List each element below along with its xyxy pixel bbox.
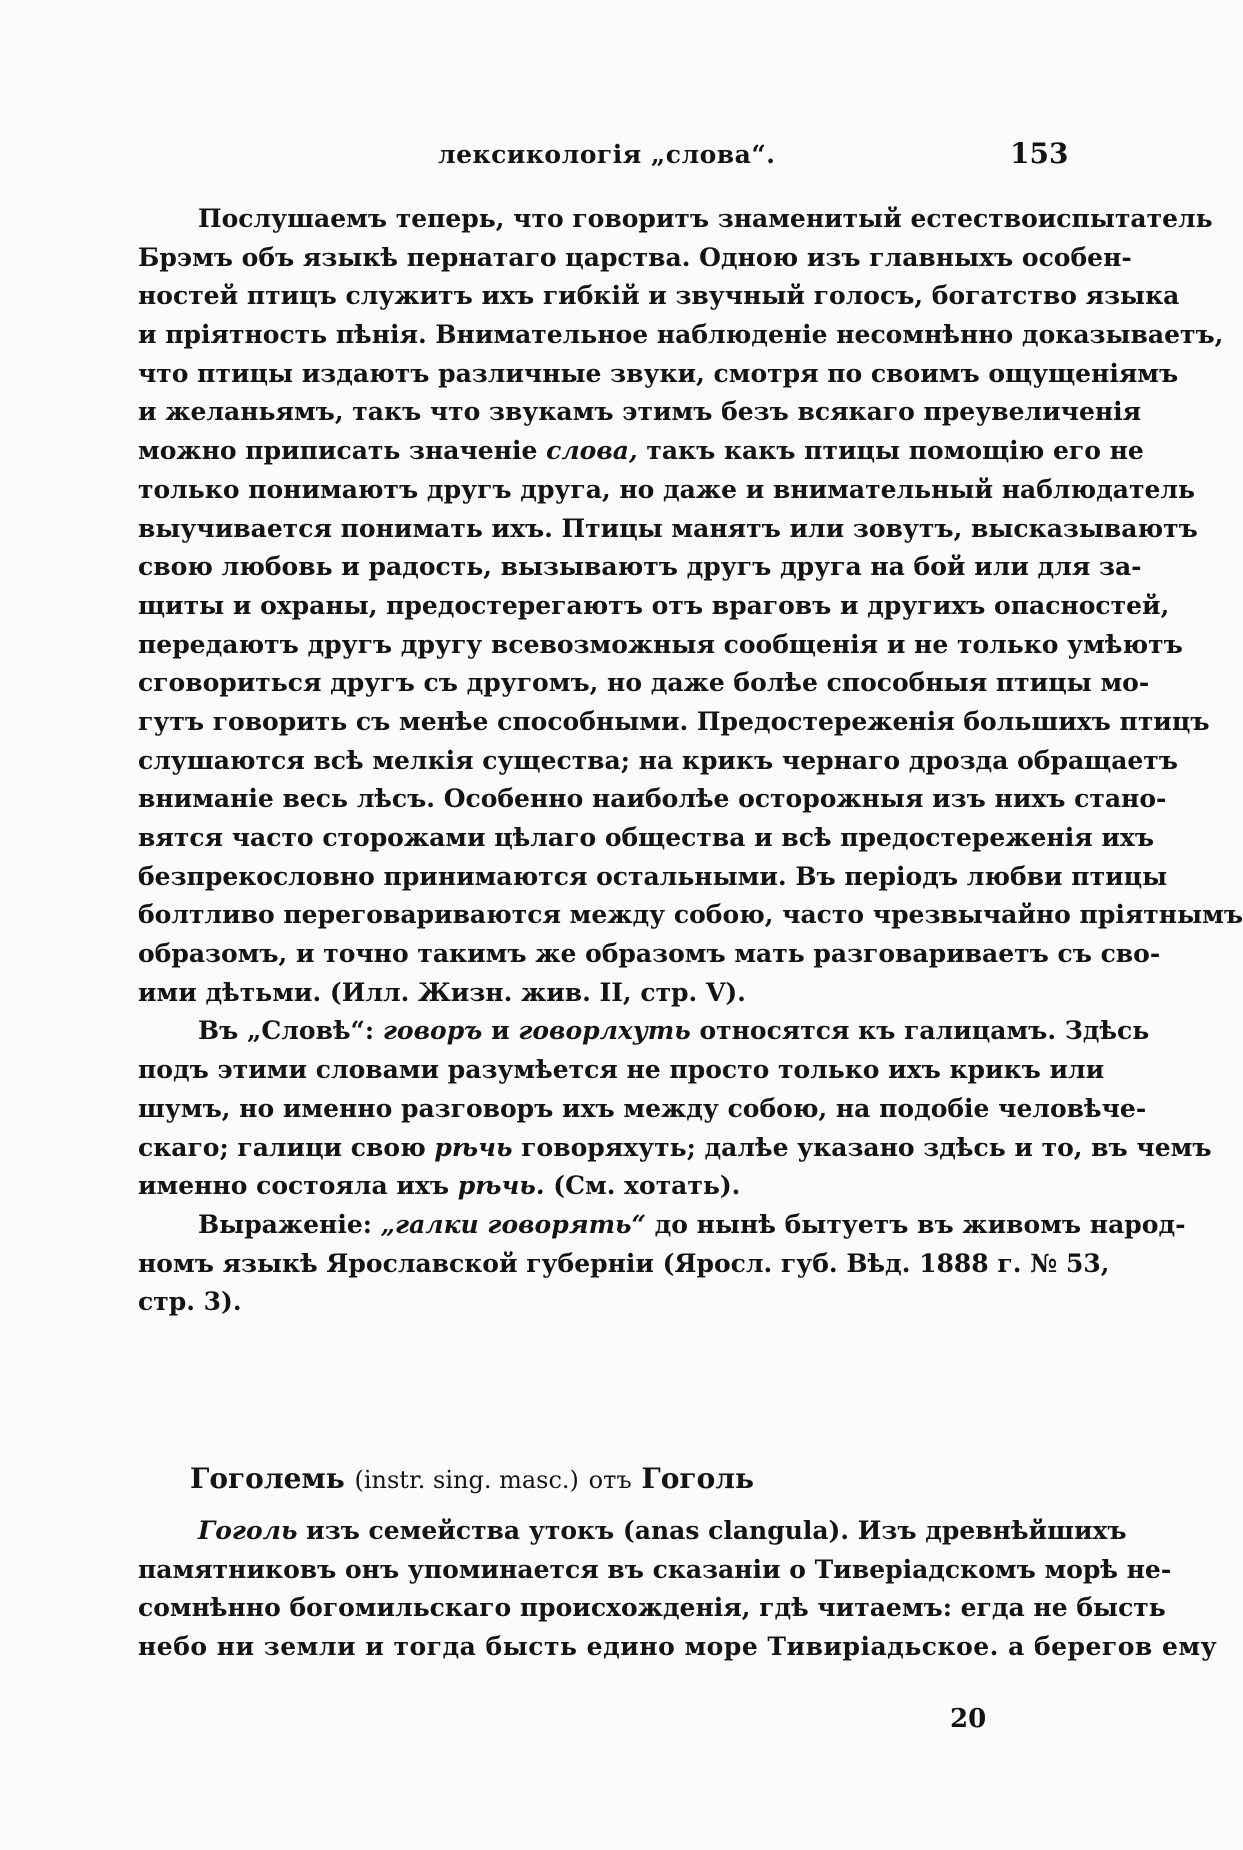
text-line <box>138 896 1243 935</box>
text-run: шумъ, но именно разговоръ ихъ между собою, на подобіе человѣче- <box>138 1093 1147 1123</box>
heading-word: Гоголемь <box>190 1462 345 1495</box>
text-line <box>138 1512 1127 1551</box>
text-run: Въ „Словѣ“: <box>198 1016 383 1046</box>
body-text-upper <box>138 200 1243 1322</box>
text-line <box>138 1051 1105 1090</box>
text-run: до нынѣ бытуетъ въ живомъ народ- <box>645 1209 1186 1239</box>
text-line <box>138 703 1210 742</box>
text-line <box>138 277 1180 316</box>
text-line <box>138 316 1224 355</box>
text-line <box>138 1628 1218 1667</box>
heading-grammar-note: (instr. sing. masc.) <box>354 1466 579 1494</box>
text-line <box>138 1283 1048 1322</box>
text-run: болтливо переговариваются между собою, часто чрезвычайно пріятнымъ <box>138 900 1243 930</box>
text-run: подъ этими словами разумѣется не просто только ихъ крикъ или <box>138 1055 1105 1085</box>
text-run: Выраженіе: <box>198 1209 381 1239</box>
italic-run: рѣчь. <box>457 1171 545 1201</box>
italic-run: Гоголь <box>198 1516 298 1545</box>
text-line <box>138 819 1155 858</box>
text-run: такъ какъ птицы помощію его не <box>637 436 1144 466</box>
text-run: слушаются всѣ мелкія существа; на крикъ чернаго дрозда обращаетъ <box>138 745 1178 775</box>
text-line <box>138 935 1161 974</box>
italic-run: слова, <box>546 436 638 466</box>
heading-connector: отъ <box>588 1466 632 1494</box>
text-run: вятся часто сторожами цѣлаго общества и всѣ предостереженія ихъ <box>138 823 1155 852</box>
text-line <box>138 510 1198 549</box>
text-run: стр. 3). <box>138 1287 242 1317</box>
running-title: лексикологія „слова“. <box>438 140 776 169</box>
text-line <box>138 393 1142 432</box>
text-run: только понимаютъ другъ друга, но даже и внимательный наблюдатель <box>138 474 1195 504</box>
text-line <box>138 1090 1147 1129</box>
italic-run: говорлхуть <box>518 1016 691 1046</box>
text-run: сомнѣнно богомильскаго происхожденія, гдѣ читаемъ: егда не бысть <box>138 1593 1166 1623</box>
text-run: свою любовь и радость, вызываютъ другъ друга на бой или для за- <box>138 552 1142 582</box>
text-line <box>138 858 1168 897</box>
text-line <box>138 742 1178 781</box>
text-run: и пріятность пѣнія. Внимательное наблюденіе несомнѣнно доказываетъ, <box>138 320 1224 350</box>
text-line <box>138 1245 1110 1284</box>
page-header <box>0 137 1140 180</box>
text-line <box>138 1589 1166 1628</box>
text-line <box>138 1167 1048 1206</box>
text-line <box>138 587 1170 626</box>
body-text-lower <box>138 1512 1218 1667</box>
text-line <box>138 1012 1150 1051</box>
text-run: и желаньямъ, такъ что звукамъ этимъ безъ всякаго преувеличенія <box>138 397 1142 427</box>
text-run: выучивается понимать ихъ. Птицы манятъ или зовутъ, высказываютъ <box>138 513 1198 543</box>
signature-mark: 20 <box>950 1704 987 1734</box>
text-run: ностей птицъ служитъ ихъ гибкій и звучный голосъ, богатство языка <box>138 281 1180 311</box>
heading-base-word: Гоголь <box>641 1462 755 1495</box>
italic-run: „галки говорять“ <box>380 1209 646 1239</box>
text-run: гутъ говорить съ менѣе способными. Предостереженія большихъ птицъ <box>138 706 1210 736</box>
text-run: передаютъ другъ другу всевозможныя сообщенія и не только умѣютъ <box>138 629 1183 659</box>
text-line <box>138 471 1195 510</box>
text-run: можно приписать значеніе <box>138 436 547 466</box>
text-run: что птицы издаютъ различные звуки, смотря по своимъ ощущеніямъ <box>138 358 1179 388</box>
text-run: щиты и охраны, предостерегаютъ отъ враговъ и другихъ опасностей, <box>138 590 1170 620</box>
text-run: изъ семейства утокъ (anas clangula). Изъ древнѣйшихъ <box>297 1516 1127 1545</box>
text-run: говоряхуть; далѣе указано здѣсь и то, въ чемъ <box>512 1132 1212 1162</box>
italic-run: говоръ <box>382 1016 483 1046</box>
text-line <box>138 239 1132 278</box>
text-line <box>138 548 1142 587</box>
text-run: скаго; галици свою <box>138 1132 435 1162</box>
text-run: сговориться другъ съ другомъ, но даже болѣе способныя птицы мо- <box>138 668 1150 698</box>
text-run: Брэмъ объ языкѣ пернатаго царства. Одною изъ главныхъ особен- <box>138 242 1132 272</box>
text-line <box>138 200 1213 239</box>
text-line <box>138 432 1144 471</box>
text-line <box>138 1551 1172 1590</box>
text-run: ими дѣтьми. (Илл. Жизн. жив. II, стр. V). <box>138 977 746 1007</box>
text-run: вниманіе весь лѣсъ. Особенно наиболѣе осторожныя изъ нихъ стано- <box>138 784 1167 814</box>
text-line <box>138 664 1150 703</box>
text-run: образомъ, и точно такимъ же образомъ мать разговариваетъ съ сво- <box>138 939 1161 969</box>
text-run: именно состояла ихъ <box>138 1171 458 1201</box>
text-run: (См. хотать). <box>544 1171 741 1201</box>
text-run: памятниковъ онъ упоминается въ сказаніи о Тиверіадскомъ морѣ не- <box>138 1554 1172 1584</box>
entry-heading <box>190 1462 754 1495</box>
text-run: безпрекословно принимаются остальными. Въ періодъ любви птицы <box>138 861 1168 891</box>
italic-run: рѣчь <box>434 1132 513 1162</box>
text-line <box>138 780 1167 819</box>
text-line <box>138 355 1179 394</box>
text-run: и <box>482 1016 519 1046</box>
text-run: номъ языкѣ Ярославской губерніи (Яросл. губ. Вѣд. 1888 г. № 53, <box>138 1248 1110 1278</box>
text-line <box>138 1129 1212 1168</box>
page-number: 153 <box>1010 137 1069 170</box>
text-line <box>138 626 1183 665</box>
text-run: Послушаемъ теперь, что говоритъ знаменитый естествоиспытатель <box>198 204 1213 233</box>
text-run: относятся къ галицамъ. Здѣсь <box>690 1016 1150 1046</box>
church-slavonic-quote: небо ни земли и тогда бысть едино море Тивиріадьское. а берегов ему <box>138 1632 1218 1662</box>
text-line <box>138 1206 1186 1245</box>
text-line <box>138 974 1048 1013</box>
